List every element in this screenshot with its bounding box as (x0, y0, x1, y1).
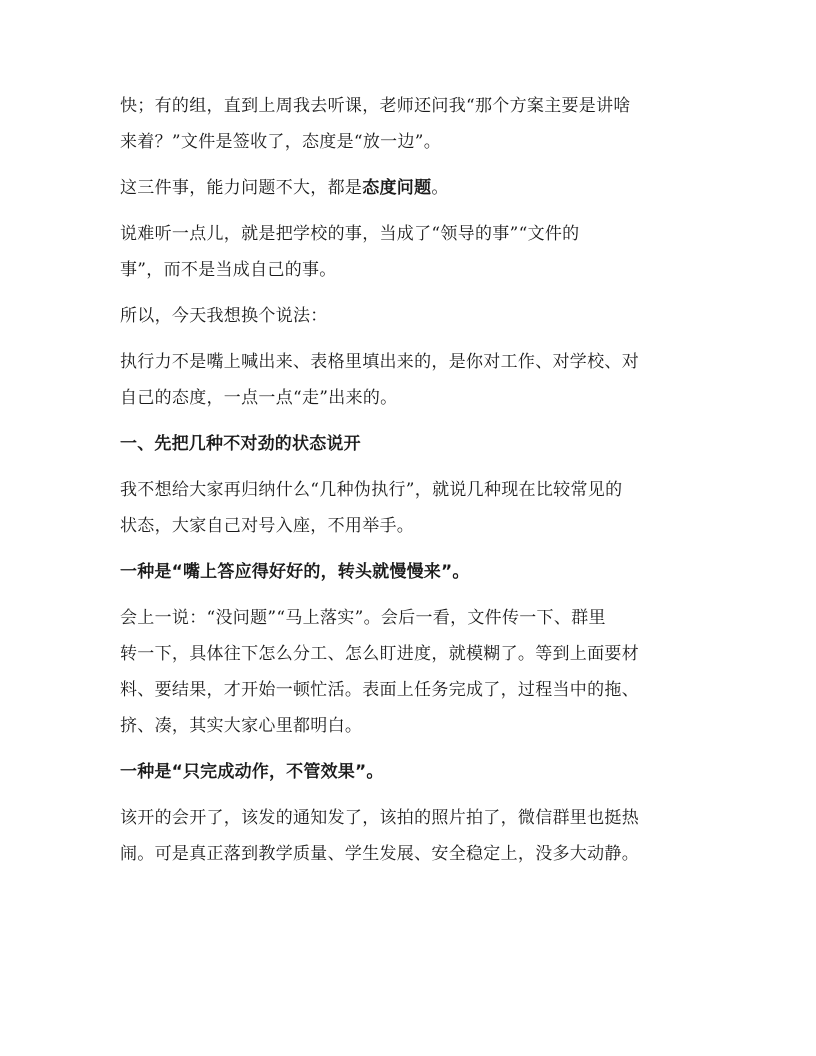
paragraph-5-line-2: 自己的态度，一点一点“走”出来的。 (120, 388, 398, 408)
document-page (120, 88, 705, 882)
paragraph-8-line-1: 该开的会开了，该发的通知发了，该拍的照片拍了，微信群里也挺热 (120, 808, 639, 828)
paragraph-4: 所以，今天我想换个说法： (120, 306, 328, 326)
paragraph-6-line-2: 状态，大家自己对号入座，不用举手。 (120, 516, 415, 536)
paragraph-7-line-3: 料、要结果，才开始一顿忙活。表面上任务完成了，过程当中的拖、 (120, 680, 639, 700)
paragraph-1 (120, 88, 705, 160)
paragraph-5 (120, 344, 705, 416)
paragraph-2-text-end: 。 (431, 178, 449, 198)
paragraph-5-line-1: 执行力不是嘴上喊出来、表格里填出来的，是你对工作、对学校、对 (120, 352, 639, 372)
paragraph-6-line-1: 我不想给大家再归纳什么“几种伪执行”，就说几种现在比较常见的 (120, 480, 623, 500)
subheading-1: 一种是“嘴上答应得好好的，转头就慢慢来”。 (120, 562, 470, 582)
paragraph-3 (120, 216, 705, 288)
paragraph-7 (120, 600, 705, 744)
section-heading-1: 一、先把几种不对劲的状态说开 (120, 434, 361, 454)
paragraph-1-line-2: 来着？”文件是签收了，态度是“放一边”。 (120, 132, 442, 152)
paragraph-7-line-2: 转一下，具体往下怎么分工、怎么盯进度，就模糊了。等到上面要材 (120, 644, 639, 664)
paragraph-1-line-1: 快；有的组，直到上周我去听课，老师还问我“那个方案主要是讲啥 (120, 96, 631, 116)
paragraph-2-text: 这三件事，能力问题不大，都是 (120, 178, 363, 198)
paragraph-3-line-2: 事”，而不是当成自己的事。 (120, 260, 337, 280)
paragraph-3-line-1: 说难听一点儿，就是把学校的事，当成了“领导的事”“文件的 (120, 224, 580, 244)
paragraph-8-line-2: 闹。可是真正落到教学质量、学生发展、安全稳定上，没多大动静。 (120, 844, 639, 864)
paragraph-7-line-1: 会上一说：“没问题”“马上落实”。会后一看，文件传一下、群里 (120, 608, 606, 628)
paragraph-7-line-4: 挤、凑，其实大家心里都明白。 (120, 716, 363, 736)
paragraph-2 (120, 170, 705, 206)
subheading-2: 一种是“只完成动作，不管效果”。 (120, 762, 384, 782)
paragraph-6 (120, 472, 705, 544)
paragraph-2-bold-text: 态度问题 (362, 178, 432, 198)
paragraph-8 (120, 800, 705, 872)
